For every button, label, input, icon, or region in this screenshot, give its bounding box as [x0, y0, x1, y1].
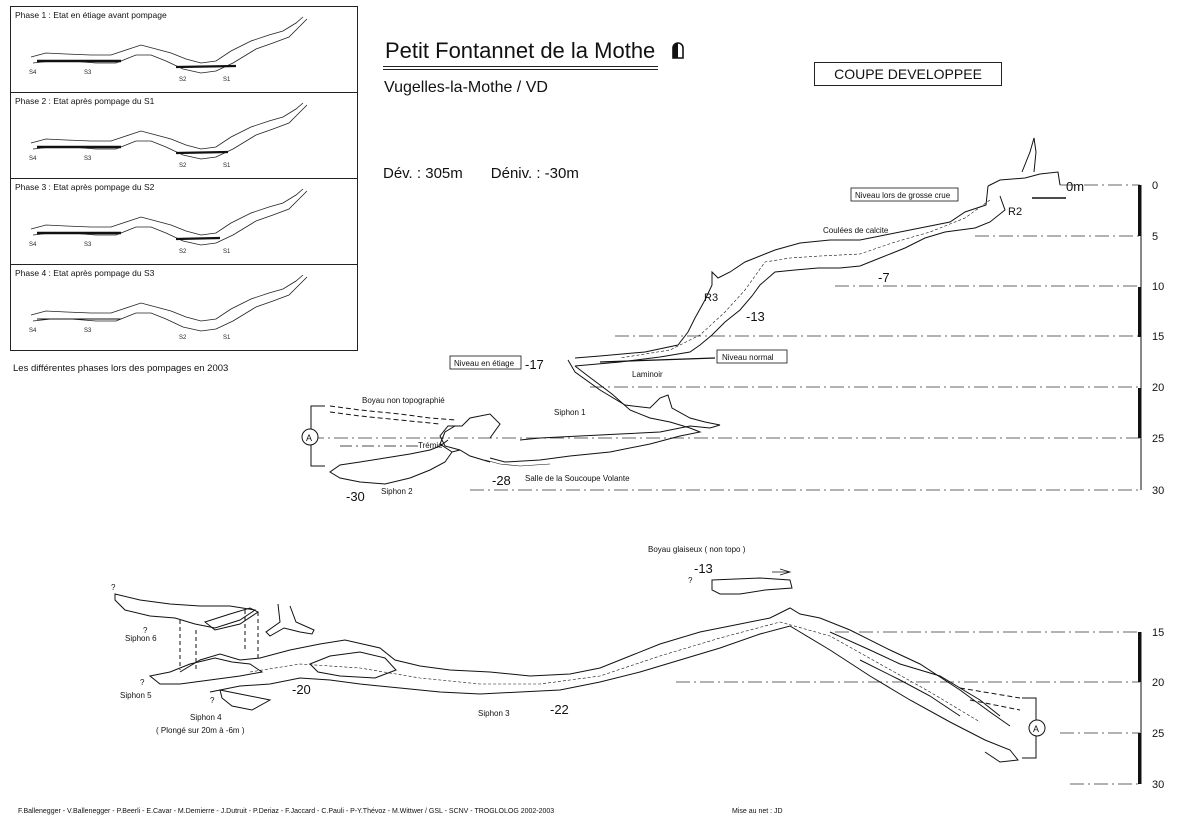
siphon-tag: S2 — [179, 77, 187, 83]
development-length: Dév. : 305m — [383, 165, 463, 182]
depth-scale-bar — [1138, 185, 1141, 490]
lower-parallel-tube — [830, 632, 1000, 716]
scale-tick: 30 — [1152, 779, 1165, 791]
depth-minus-20: -20 — [292, 682, 311, 697]
siphon4-note: ( Plongé sur 20m à -6m ) — [156, 726, 245, 735]
tremie-label: Trémie — [418, 441, 443, 450]
depth-minus-13-lower: -13 — [694, 561, 713, 576]
phases-caption: Les différentes phases lors des pompages en 2003 — [13, 363, 229, 374]
gallery-inner-detail — [620, 200, 990, 358]
lower-gallery-floor — [210, 626, 1018, 762]
siphon-tag: S3 — [84, 328, 92, 334]
upper-labels — [306, 179, 1164, 504]
vertical-shaft-2 — [245, 610, 258, 660]
boyau-glaiseux-label: Boyau glaiseux ( non topo ) — [648, 545, 746, 554]
siphon-tag: S1 — [223, 77, 231, 83]
phase-title: Phase 3 : Etat après pompage du S2 — [15, 182, 155, 192]
scale-tick: 30 — [1152, 485, 1165, 497]
scale-tick: 0 — [1152, 180, 1159, 192]
connector-a-label: A — [306, 433, 313, 443]
lower-section — [115, 569, 1141, 784]
siphon6-label: Siphon 6 — [125, 634, 157, 643]
r3-label: R3 — [704, 292, 719, 304]
lower-depth-reference-lines — [676, 632, 1140, 784]
siphon-tag: S3 — [84, 156, 92, 162]
siphon-tag: S4 — [29, 156, 37, 162]
scale-tick: 25 — [1152, 728, 1165, 740]
normal-level-line — [600, 358, 715, 362]
lower-gallery-detail — [250, 622, 980, 722]
depth-minus-28: -28 — [492, 473, 511, 488]
question-mark: ? — [111, 583, 116, 592]
siphon-tag: S2 — [179, 249, 187, 255]
boyau-glaiseux — [712, 578, 792, 594]
siphon3-label: Siphon 3 — [478, 709, 510, 718]
siphon6-tube — [205, 608, 258, 630]
title-text: Petit Fontannet de la Mothe — [385, 38, 656, 63]
salle-label: Salle de la Soucoupe Volante — [525, 474, 630, 483]
r2-label: R2 — [1008, 206, 1023, 218]
question-mark: ? — [688, 576, 693, 585]
lower-labels — [111, 545, 1164, 791]
scale-tick: 25 — [1152, 433, 1165, 445]
siphon6-passage — [115, 594, 255, 628]
credits: F.Ballenegger - V.Ballenegger - P.Beerli - E.Cavar - M.Demierre - J.Dutruit - P.Deriaz - F.Jaccard - C.Pauli - P-Y.Thévoz - M.Wittwer / GSL - SCNV - TROGLOLOG 2002-2003 — [18, 808, 555, 815]
lower-scale-ticks — [1152, 627, 1164, 791]
scale-tick: 10 — [1152, 281, 1165, 293]
tremie — [440, 426, 460, 452]
question-mark: ? — [210, 696, 215, 705]
siphon-tag: S1 — [223, 335, 231, 341]
depth-minus-13: -13 — [746, 309, 765, 324]
depth-difference: Déniv. : -30m — [490, 165, 579, 182]
scale-tick: 20 — [1152, 677, 1165, 689]
connector-a-label-lower: A — [1033, 724, 1040, 734]
lower-depth-scale-bar — [1138, 632, 1141, 784]
scale-tick: 5 — [1152, 231, 1159, 243]
depth-minus-17: -17 — [525, 357, 544, 372]
calcite-label: Coulées de calcite — [823, 226, 889, 235]
depth-0m: 0m — [1066, 179, 1085, 194]
siphon-tag: S4 — [29, 242, 37, 248]
depth-minus-7: -7 — [878, 270, 890, 285]
siphon1-label: Siphon 1 — [554, 408, 586, 417]
siphon-tag: S4 — [29, 70, 37, 76]
phase-title: Phase 1 : Etat en étiage avant pompage — [15, 10, 167, 20]
siphon-tag: S1 — [223, 163, 231, 169]
upper-section — [302, 138, 1141, 490]
page-subtitle: Vugelles-la-Mothe / VD — [384, 79, 548, 96]
siphon-tag: S3 — [84, 242, 92, 248]
siphon-tag: S3 — [84, 70, 92, 76]
siphon-tag: S1 — [223, 249, 231, 255]
chamber-left — [310, 652, 396, 678]
boyau-non-topo — [330, 406, 455, 420]
gallery-floor — [575, 196, 1005, 366]
scale-tick: 20 — [1152, 382, 1165, 394]
mise-au-net: Mise au net : JD — [732, 808, 783, 815]
boyau-label: Boyau non topographié — [362, 396, 445, 405]
descent-floor — [490, 366, 700, 462]
dashed-extension — [960, 688, 1020, 710]
siphon4-passage — [220, 690, 270, 710]
siphon5-passage — [150, 658, 262, 684]
boyau-non-topo-2 — [330, 412, 440, 424]
question-mark: ? — [143, 626, 148, 635]
low-level-label: Niveau en étiage — [454, 359, 515, 368]
scale-tick: 15 — [1152, 627, 1165, 639]
depth-minus-22: -22 — [550, 702, 569, 717]
siphon-tag: S2 — [179, 163, 187, 169]
y-passage — [266, 604, 314, 636]
entrance-shaft — [1022, 138, 1036, 172]
normal-level-label: Niveau normal — [722, 353, 774, 362]
flood-level-label: Niveau lors de grosse crue — [855, 191, 951, 200]
depth-minus-30: -30 — [346, 489, 365, 504]
siphon-tag: S4 — [29, 328, 37, 334]
question-mark: ? — [140, 678, 145, 687]
upper-scale-ticks — [1152, 180, 1164, 497]
gallery-ceiling — [575, 172, 1060, 358]
phase-title: Phase 4 : Etat après pompage du S3 — [15, 268, 155, 278]
siphon-tag: S2 — [179, 335, 187, 341]
siphon5-label: Siphon 5 — [120, 691, 152, 700]
laminoir-label: Laminoir — [632, 370, 663, 379]
view-label: COUPE DEVELOPPEE — [814, 62, 1002, 86]
siphon4-label: Siphon 4 — [190, 713, 222, 722]
phase-title: Phase 2 : Etat après pompage du S1 — [15, 96, 155, 106]
siphon2-label: Siphon 2 — [381, 487, 413, 496]
scale-tick: 15 — [1152, 331, 1165, 343]
